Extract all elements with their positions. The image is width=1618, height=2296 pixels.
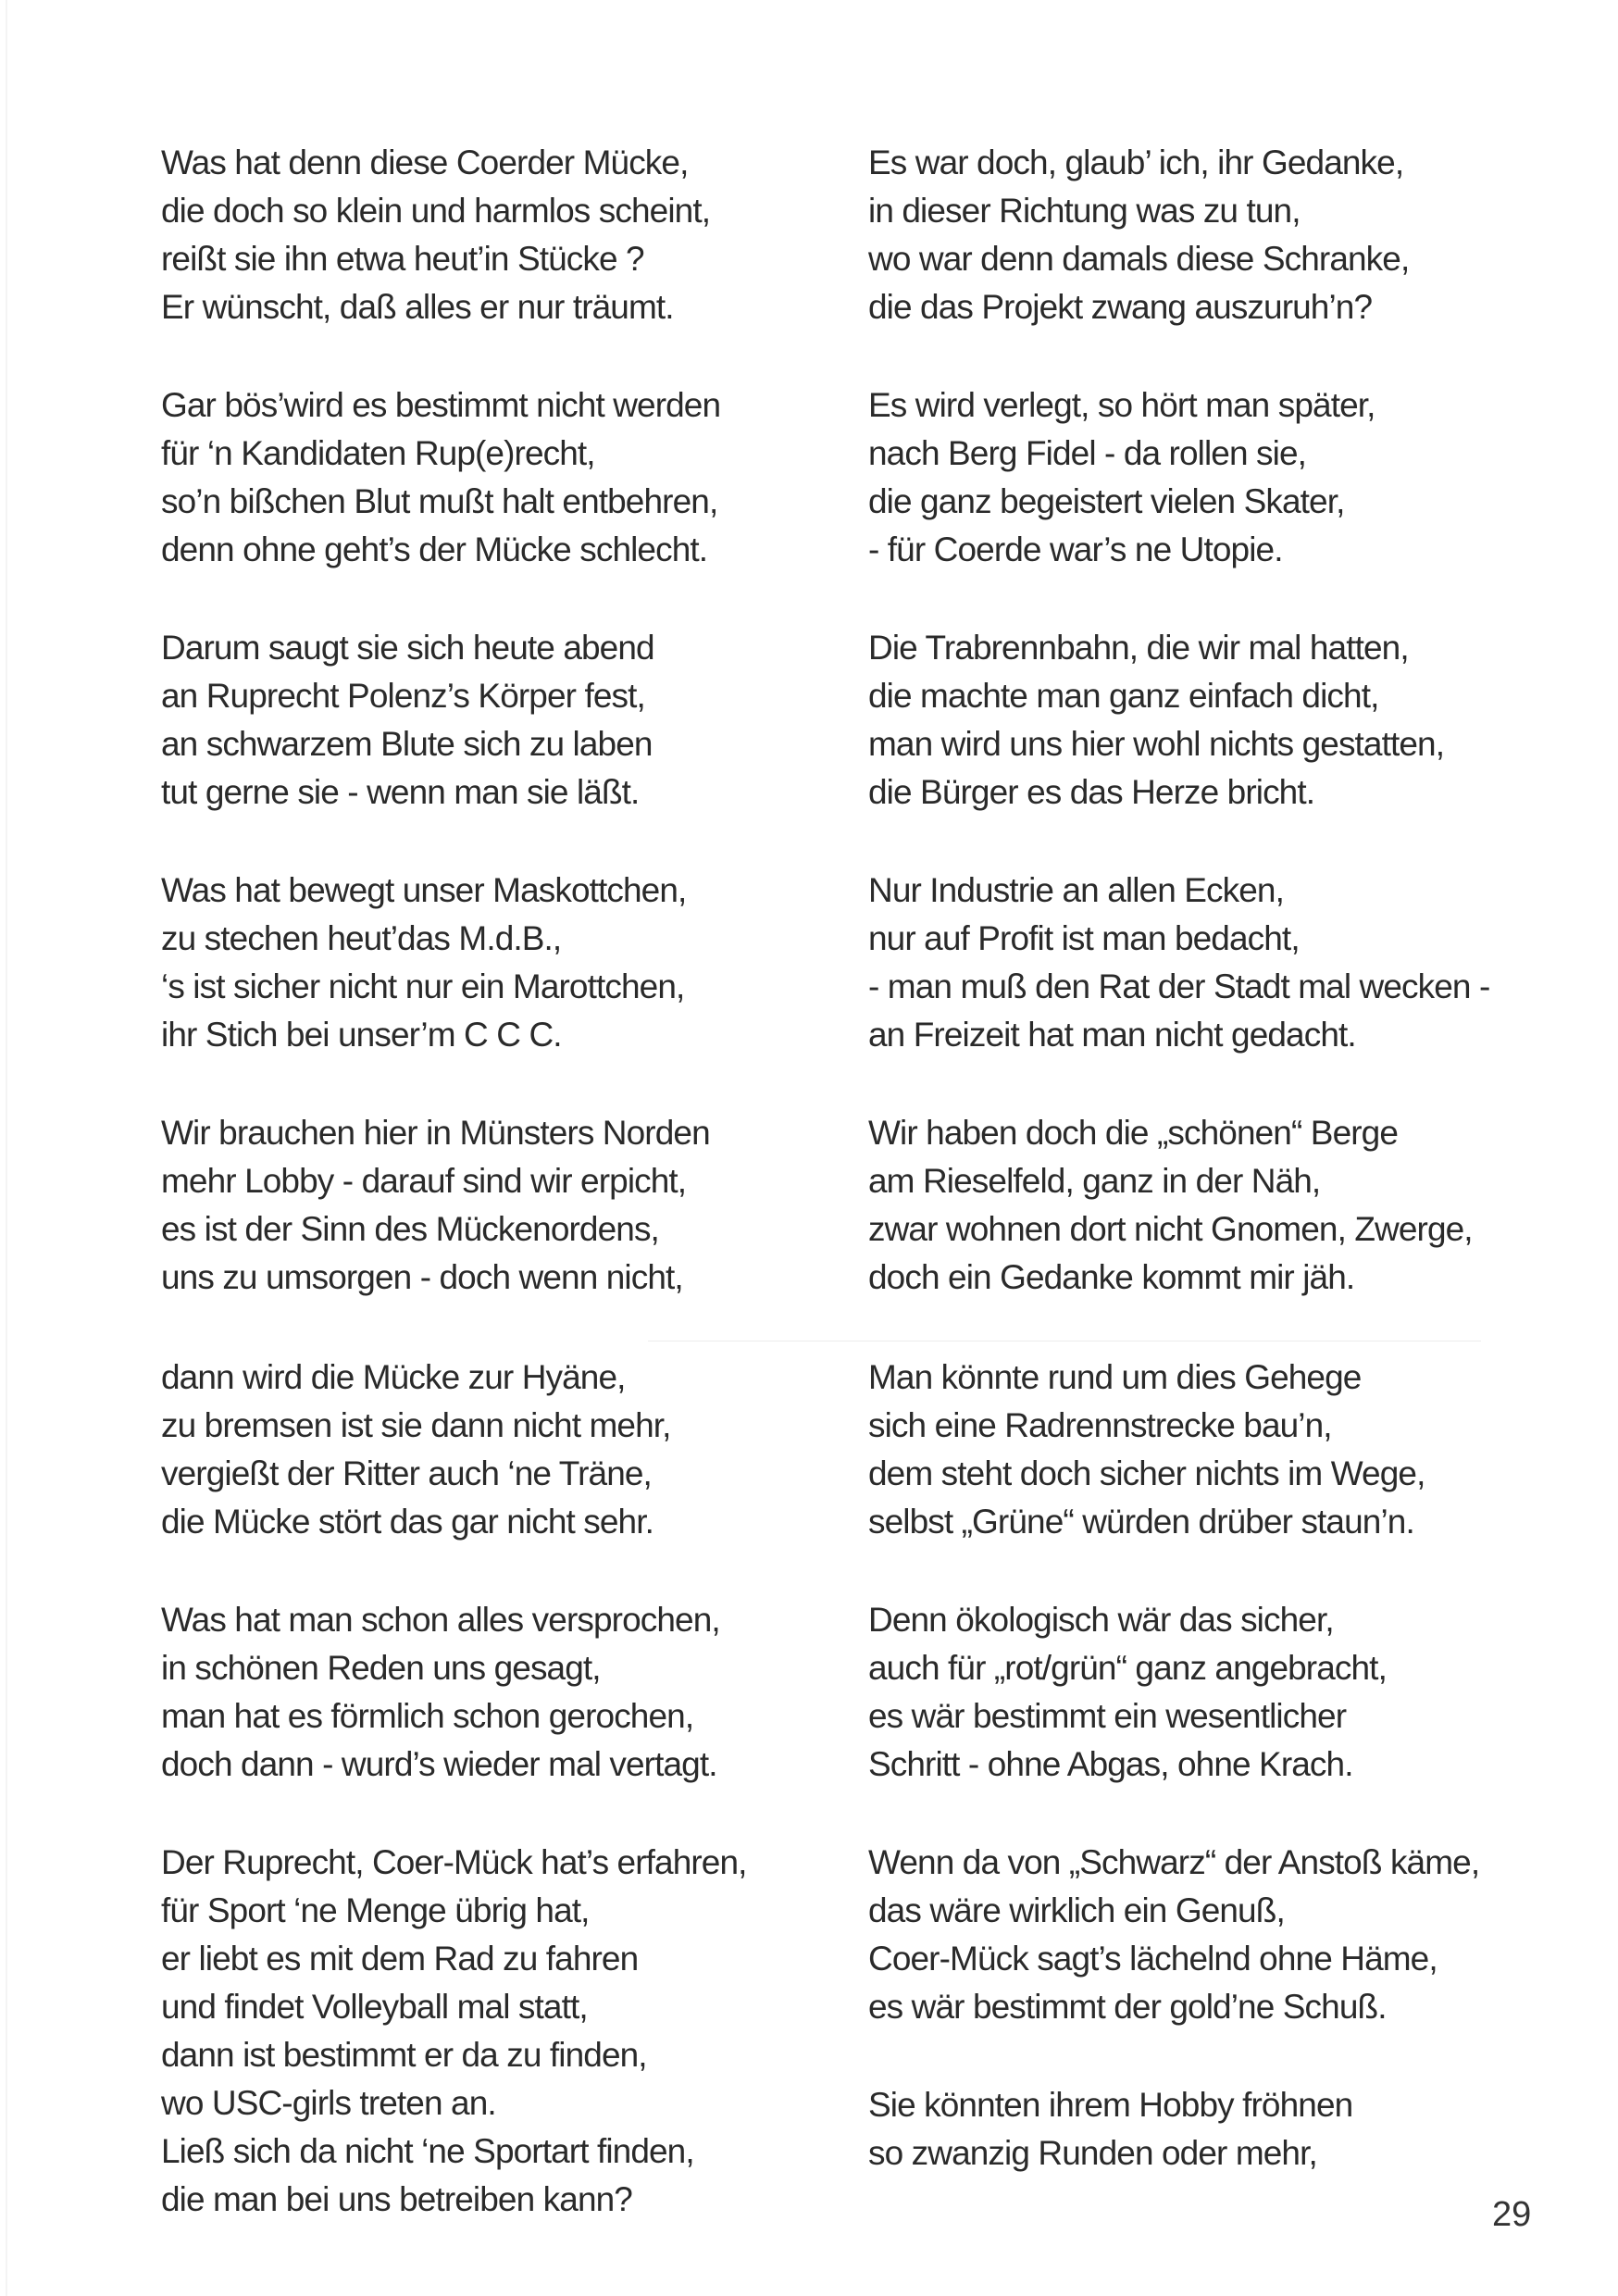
poem-line: tut gerne sie - wenn man sie läßt. [161, 773, 640, 811]
poem-line: - für Coerde war’s ne Utopie. [868, 530, 1283, 568]
poem-line: Denn ökologisch wär das sicher, [868, 1601, 1334, 1639]
poem-line: es ist der Sinn des Mückenordens, [161, 1210, 659, 1248]
poem-line: Was hat bewegt unser Maskottchen, [161, 871, 687, 909]
poem-line: Wenn da von „Schwarz“ der Anstoß käme, [868, 1843, 1480, 1881]
poem-line: Der Ruprecht, Coer-Mück hat’s erfahren, [161, 1843, 747, 1881]
poem-stanza [868, 1109, 1473, 1302]
poem-stanza [868, 1596, 1387, 1789]
poem-line: mehr Lobby - darauf sind wir erpicht, [161, 1162, 687, 1200]
poem-stanza [868, 624, 1444, 817]
poem-line: die ganz begeistert vielen Skater, [868, 482, 1345, 520]
poem-stanza [161, 139, 710, 331]
scan-artifact-edge [6, 0, 7, 2296]
poem-line: die Bürger es das Herze bricht. [868, 773, 1315, 811]
poem-line: dem steht doch sicher nichts im Wege, [868, 1454, 1425, 1492]
poem-line: es wär bestimmt ein wesentlicher [868, 1697, 1347, 1735]
poem-line: Coer-Mück sagt’s lächelnd ohne Häme, [868, 1940, 1438, 1978]
poem-line: Er wünscht, daß alles er nur träumt. [161, 288, 674, 326]
poem-line: die doch so klein und harmlos scheint, [161, 192, 711, 230]
poem-line: die machte man ganz einfach dicht, [868, 677, 1379, 715]
poem-stanza [868, 867, 1489, 1059]
poem-stanza [161, 624, 654, 817]
poem-line: an schwarzem Blute sich zu laben [161, 725, 653, 763]
poem-stanza [161, 1596, 720, 1789]
poem-line: Man könnte rund um dies Gehege [868, 1358, 1362, 1396]
poem-line: man wird uns hier wohl nichts gestatten, [868, 725, 1445, 763]
poem-line: Sie könnten ihrem Hobby fröhnen [868, 2086, 1353, 2124]
poem-line: Was hat man schon alles versprochen, [161, 1601, 720, 1639]
poem-line: Wir haben doch die „schönen“ Berge [868, 1114, 1399, 1152]
poem-line: so zwanzig Runden oder mehr, [868, 2134, 1317, 2172]
poem-line: das wäre wirklich ein Genuß, [868, 1891, 1285, 1929]
poem-line: nur auf Profit ist man bedacht, [868, 919, 1300, 957]
poem-line: doch dann - wurd’s wieder mal vertagt. [161, 1745, 717, 1783]
poem-line: zwar wohnen dort nicht Gnomen, Zwerge, [868, 1210, 1473, 1248]
poem-line: die Mücke stört das gar nicht sehr. [161, 1503, 653, 1541]
poem-line: Es war doch, glaub’ ich, ihr Gedanke, [868, 144, 1404, 181]
poem-stanza [161, 381, 720, 574]
poem-line: wo war denn damals diese Schranke, [868, 240, 1410, 278]
poem-line: so’n bißchen Blut mußt halt entbehren, [161, 482, 718, 520]
poem-line: Darum saugt sie sich heute abend [161, 629, 654, 667]
poem-line: an Ruprecht Polenz’s Körper fest, [161, 677, 645, 715]
poem-stanza [161, 867, 686, 1059]
poem-line: für ‘n Kandidaten Rup(e)recht, [161, 434, 595, 472]
poem-line: in dieser Richtung was zu tun, [868, 192, 1301, 230]
poem-stanza [161, 1109, 710, 1302]
poem-line: Es wird verlegt, so hört man später, [868, 386, 1375, 424]
poem-stanza [868, 1839, 1479, 2031]
poem-line: Die Trabrennbahn, die wir mal hatten, [868, 629, 1409, 667]
poem-line: zu stechen heut’das M.d.B., [161, 919, 562, 957]
poem-line: Ließ sich da nicht ‘ne Sportart finden, [161, 2132, 694, 2170]
poem-line: ‘s ist sicher nicht nur ein Marottchen, [161, 967, 685, 1005]
poem-line: Gar bös’wird es bestimmt nicht werden [161, 386, 721, 424]
poem-line: in schönen Reden uns gesagt, [161, 1649, 601, 1687]
poem-line: - man muß den Rat der Stadt mal wecken - [868, 967, 1490, 1005]
poem-line: doch ein Gedanke kommt mir jäh. [868, 1258, 1355, 1296]
poem-line: Schritt - ohne Abgas, ohne Krach. [868, 1745, 1353, 1783]
poem-stanza [868, 1354, 1425, 1546]
poem-line: und findet Volleyball mal statt, [161, 1988, 588, 2026]
poem-line: vergießt der Ritter auch ‘ne Träne, [161, 1454, 652, 1492]
poem-line: denn ohne geht’s der Mücke schlecht. [161, 530, 708, 568]
poem-stanza [161, 1354, 671, 1546]
poem-line: an Freizeit hat man nicht gedacht. [868, 1016, 1356, 1054]
poem-line: er liebt es mit dem Rad zu fahren [161, 1940, 639, 1978]
poem-line: sich eine Radrennstrecke bau’n, [868, 1406, 1332, 1444]
poem-stanza [868, 139, 1409, 331]
poem-line: die man bei uns betreiben kann? [161, 2180, 632, 2218]
poem-line: für Sport ‘ne Menge übrig hat, [161, 1891, 590, 1929]
poem-line: dann wird die Mücke zur Hyäne, [161, 1358, 626, 1396]
poem-line: dann ist bestimmt er da zu finden, [161, 2036, 647, 2074]
poem-line: auch für „rot/grün“ ganz angebracht, [868, 1649, 1387, 1687]
page-number: 29 [1492, 2195, 1532, 2234]
poem-line: ihr Stich bei unser’m C C C. [161, 1016, 562, 1054]
poem-line: Was hat denn diese Coerder Mücke, [161, 144, 689, 181]
poem-line: am Rieselfeld, ganz in der Näh, [868, 1162, 1321, 1200]
poem-line: wo USC-girls treten an. [161, 2084, 496, 2122]
poem-line: man hat es förmlich schon gerochen, [161, 1697, 694, 1735]
poem-line: die das Projekt zwang auszuruh’n? [868, 288, 1373, 326]
poem-line: selbst „Grüne“ würden drüber staun’n. [868, 1503, 1414, 1541]
poem-line: Wir brauchen hier in Münsters Norden [161, 1114, 710, 1152]
poem-line: zu bremsen ist sie dann nicht mehr, [161, 1406, 671, 1444]
poem-line: nach Berg Fidel - da rollen sie, [868, 434, 1307, 472]
poem-stanza [161, 1839, 747, 2224]
poem-line: uns zu umsorgen - doch wenn nicht, [161, 1258, 683, 1296]
poem-stanza [868, 381, 1375, 574]
poem-line: es wär bestimmt der gold’ne Schuß. [868, 1988, 1387, 2026]
poem-line: Nur Industrie an allen Ecken, [868, 871, 1284, 909]
poem-stanza [868, 2081, 1352, 2177]
poem-line: reißt sie ihn etwa heut’in Stücke ? [161, 240, 644, 278]
